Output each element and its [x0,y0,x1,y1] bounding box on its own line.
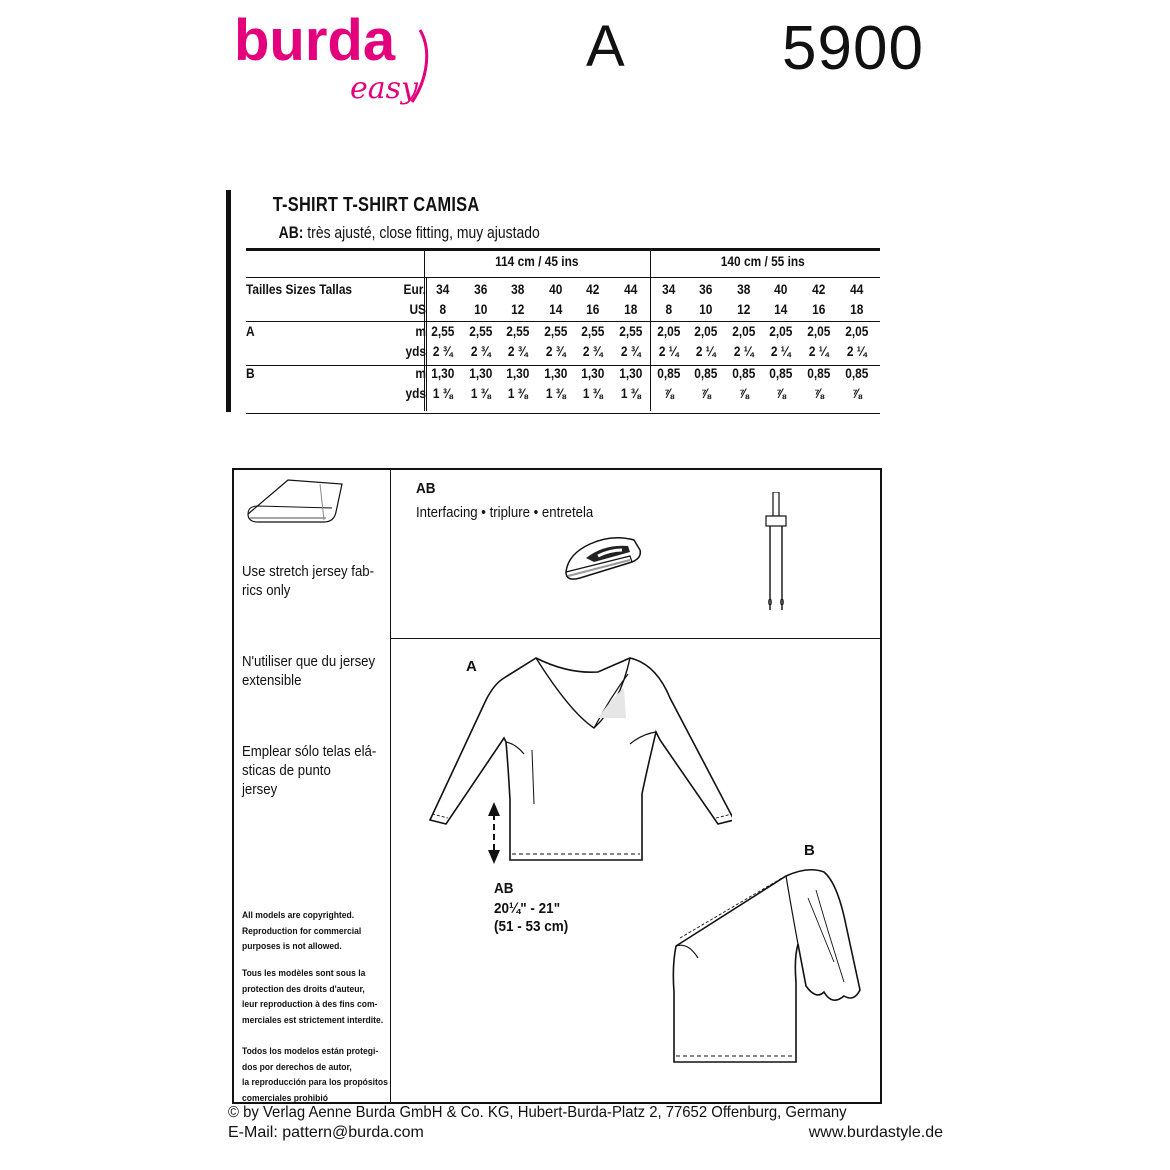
yards-value: 1 ⅜ [508,385,528,401]
fabric-bolt-icon [244,474,344,530]
subtitle-fit: très ajusté, close fitting, muy ajustado [303,223,540,242]
us-size: 14 [548,301,563,317]
us-label: US [409,301,426,317]
legal-spanish: Todos los modelos están protegi- dos por derechos de autor, la reproducción para los propósitos comerciales prohibió [242,1046,388,1104]
chart-subtitle [279,223,540,243]
yards-value: 2 ¼ [771,343,792,359]
meters-value: 2,55 [581,323,605,339]
iron-icon [560,528,646,586]
footer [228,1104,943,1146]
meters-value: 1,30 [431,365,455,381]
footer-website[interactable]: www.burdastyle.de [808,1124,943,1141]
fabric-width-header: 140 cm / 55 ins [720,253,805,269]
us-size: 14 [774,301,788,317]
info-box [232,468,882,1104]
us-size: 8 [439,301,447,317]
meters-value: 0,85 [807,365,831,381]
yards-value: 2 ¼ [808,343,829,359]
yards-value: ⅞ [701,385,711,401]
meters-label: m [415,365,426,381]
info-divider-horizontal [390,638,880,639]
view-letter: A [586,14,625,79]
meters-value: 0,85 [844,365,868,381]
length-inches: 20¼" - 21" [494,900,561,917]
yards-value: 2 ¼ [733,343,754,359]
us-size: 18 [849,301,864,317]
info-divider-vertical [390,470,391,1102]
meters-value: 2,55 [544,323,568,339]
row-divider [246,321,880,322]
yards-value: 1 ⅜ [620,385,641,401]
brand-sub-text: easy [350,71,418,106]
subtitle-views: AB: [278,223,304,242]
col-divider [426,277,427,411]
garment-a-drawing [420,654,732,868]
size-chart [226,190,886,412]
yardage-view-label: A [246,323,255,339]
garment-b-drawing [658,862,864,1072]
note-french: N'utiliser que du jersey extensible [242,653,376,689]
meters-value: 2,55 [431,323,455,339]
note-english: Use stretch jersey fab- rics only [242,563,375,599]
eur-size: 34 [436,281,450,297]
yards-value: 1 ⅜ [470,385,491,401]
yards-value: 2 ¾ [583,343,604,359]
twin-needle-icon [762,492,792,616]
meters-value: 2,55 [468,323,492,339]
eur-size: 38 [736,281,751,297]
us-size: 10 [699,301,713,317]
yardage-view-label: B [246,365,255,381]
yards-label: yds [405,343,426,359]
yards-label: yds [405,385,426,401]
meters-value: 0,85 [656,365,680,381]
notions-views-label: AB [416,480,436,497]
meters-value: 1,30 [581,365,605,381]
yards-value: 2 ¾ [508,343,528,359]
length-cm: (51 - 53 cm) [494,918,569,935]
meters-value: 2,05 [807,323,831,339]
meters-value: 2,05 [732,323,756,339]
meters-value: 2,55 [619,323,643,339]
row-divider [246,277,880,278]
meters-value: 0,85 [732,365,756,381]
yards-value: 1 ⅜ [432,385,453,401]
yards-value: ⅞ [776,385,787,401]
yards-value: 2 ¾ [545,343,566,359]
pattern-number: 5900 [782,14,924,83]
meters-value: 2,05 [844,323,868,339]
meters-value: 2,05 [656,323,680,339]
footer-email[interactable]: E-Mail: pattern@burda.com [228,1124,424,1141]
yards-value: 2 ¼ [696,343,716,359]
eur-size: 36 [473,281,488,297]
eur-size: 42 [586,281,600,297]
meters-value: 1,30 [506,365,530,381]
us-size: 16 [586,301,600,317]
eur-size: 36 [699,281,713,297]
us-size: 12 [736,301,751,317]
yards-value: 2 ¼ [846,343,867,359]
meters-value: 2,55 [506,323,530,339]
eur-size: 42 [812,281,826,297]
length-views-label: AB [494,880,514,897]
yards-value: 1 ⅜ [583,385,604,401]
garment-a-label: A [466,658,477,675]
yards-value: 2 ¾ [620,343,641,359]
chart-title: T-SHIRT T-SHIRT CAMISA [272,194,480,216]
eur-size: 44 [624,281,638,297]
meters-value: 2,05 [694,323,718,339]
eur-size: 40 [774,281,788,297]
eur-label: Eur. [403,281,426,297]
chart-side-bar [226,190,231,412]
eur-size: 44 [849,281,864,297]
notions-text: Interfacing • triplure • entretela [416,504,594,521]
yardage-table [246,248,880,414]
us-size: 16 [812,301,826,317]
legal-english: All models are copyrighted. Reproduction for commercial purposes is not allowed. [242,910,362,952]
meters-value: 2,05 [769,323,793,339]
eur-size: 38 [511,281,525,297]
us-size: 18 [624,301,638,317]
note-spanish: Emplear sólo telas elá- sticas de punto jersey [242,743,377,798]
burda-easy-logo [232,10,442,110]
eur-size: 34 [661,281,676,297]
us-size: 12 [511,301,525,317]
yards-value: ⅞ [738,385,749,401]
meters-value: 0,85 [694,365,718,381]
footer-copyright: © by Verlag Aenne Burda GmbH & Co. KG, Hubert-Burda-Platz 2, 77652 Offenburg, Germany [228,1104,847,1121]
col-divider [650,251,651,411]
meters-value: 1,30 [544,365,568,381]
legal-french: Tous les modèles sont sous la protection des droits d'auteur, leur reproduction à des fins com- merciales est strictement interdite. [242,968,384,1026]
yards-value: 2 ¼ [658,343,679,359]
meters-value: 1,30 [468,365,492,381]
garment-b-label: B [804,842,815,859]
length-arrow-icon [484,800,504,866]
yards-value: 2 ¾ [432,343,453,359]
size-label: Tailles Sizes Tallas [246,281,353,297]
yards-value: ⅞ [851,385,862,401]
fabric-width-header: 114 cm / 45 ins [495,253,579,269]
yards-value: 2 ¾ [470,343,491,359]
yards-value: ⅞ [663,385,674,401]
yards-value: 1 ⅜ [545,385,566,401]
brand-text: burda [234,10,396,73]
meters-value: 0,85 [769,365,793,381]
us-size: 10 [473,301,488,317]
meters-label: m [415,323,426,339]
eur-size: 40 [548,281,563,297]
us-size: 8 [665,301,672,317]
meters-value: 1,30 [619,365,643,381]
yards-value: ⅞ [813,385,824,401]
